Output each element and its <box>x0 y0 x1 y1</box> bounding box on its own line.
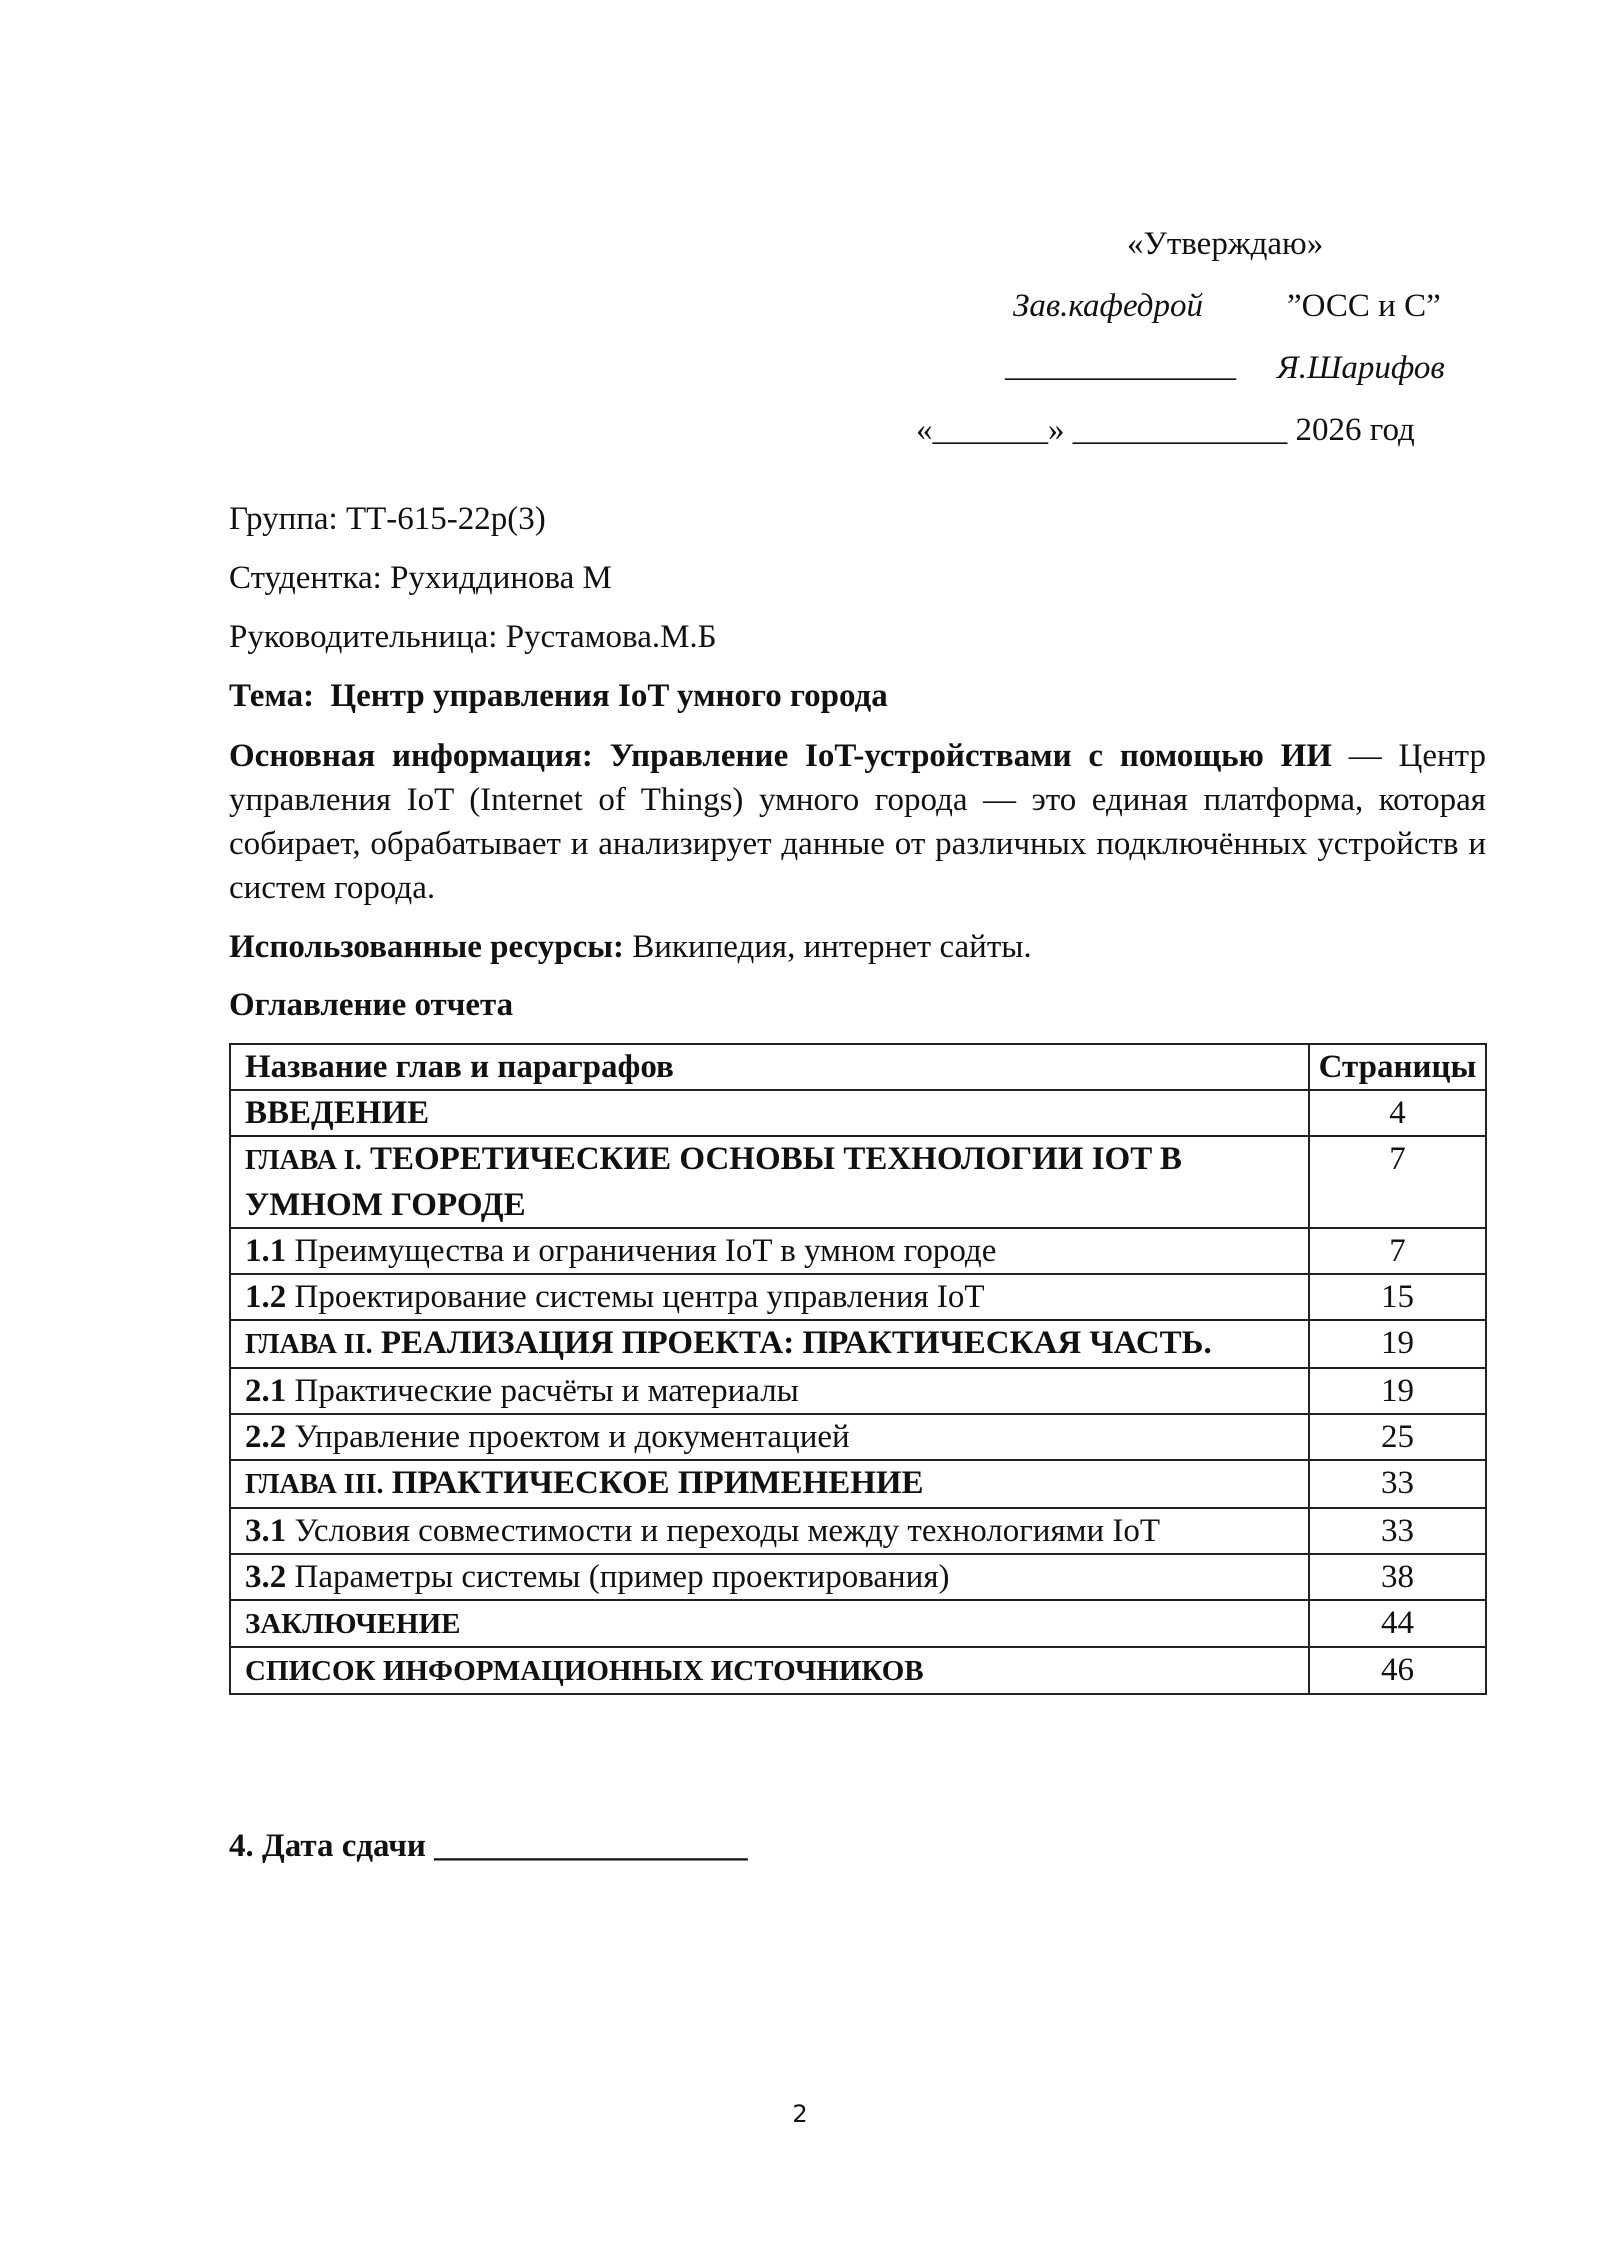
toc-row-page: 33 <box>1309 1460 1486 1508</box>
toc-row-title <box>230 1228 1309 1274</box>
toc-table <box>229 1043 1487 1695</box>
topic-line <box>229 674 888 718</box>
toc-row-text: Управление проектом и документацией <box>286 1419 850 1455</box>
main-info-paragraph <box>229 734 1486 910</box>
toc-row-page: 15 <box>1309 1274 1486 1320</box>
toc-row-title <box>230 1090 1309 1136</box>
toc-chapter-title: ПРАКТИЧЕСКОЕ ПРИМЕНЕНИЕ <box>383 1465 924 1501</box>
main-info-text: — Центр управления IoT (Internet of Things) умного города — это единая платформа, которая собирает, обрабатывает и анализирует данные от различных подключённых устройств и систем города. <box>229 738 1486 906</box>
toc-row-title <box>230 1460 1309 1508</box>
toc-row-page: 33 <box>1309 1508 1486 1554</box>
toc-row-title <box>230 1368 1309 1414</box>
toc-row-title <box>230 1136 1309 1228</box>
toc-chapter-prefix: ГЛАВА II. <box>245 1329 373 1360</box>
submission-label: 4. Дата сдачи <box>229 1828 426 1864</box>
student-line: Студентка: Рухиддинова М <box>229 560 612 596</box>
toc-row-number: 3.1 <box>245 1513 287 1549</box>
toc-row-page: 19 <box>1309 1368 1486 1414</box>
page-number: 2 <box>792 2100 808 2128</box>
toc-row-title <box>230 1414 1309 1460</box>
toc-row <box>230 1554 1486 1600</box>
toc-row-text: Параметры системы (пример проектирования) <box>286 1559 950 1595</box>
toc-row <box>230 1320 1486 1368</box>
toc-row <box>230 1508 1486 1554</box>
toc-row-text: Условия совместимости и переходы между технологиями IoT <box>286 1513 1161 1549</box>
toc-chapter-title: РЕАЛИЗАЦИЯ ПРОЕКТА: ПРАКТИЧЕСКАЯ ЧАСТЬ. <box>372 1325 1212 1361</box>
toc-row-title <box>230 1508 1309 1554</box>
toc-row-page: 44 <box>1309 1600 1486 1647</box>
approval-title: «Утверждаю» <box>1127 226 1324 262</box>
toc-row-title <box>230 1274 1309 1320</box>
toc-row-page: 25 <box>1309 1414 1486 1460</box>
toc-row-text: Проектирование системы центра управления IoT <box>286 1279 985 1315</box>
toc-row-number: 1.2 <box>245 1279 287 1315</box>
toc-row <box>230 1228 1486 1274</box>
resources-label: Использованные ресурсы: <box>229 929 624 965</box>
resources-line <box>229 925 1032 969</box>
toc-row <box>230 1136 1486 1228</box>
toc-row-page: 46 <box>1309 1647 1486 1694</box>
supervisor-line: Руководительница: Рустамова.М.Б <box>229 619 717 655</box>
toc-header-row <box>230 1044 1486 1090</box>
toc-row-title <box>230 1647 1309 1694</box>
resources-value: Википедия, интернет сайты. <box>624 929 1032 965</box>
approval-position: Зав.кафедрой <box>1013 288 1203 324</box>
main-info-label: Основная информация: Управление IoT-устройствами с помощью ИИ <box>229 738 1332 774</box>
toc-row-page: 7 <box>1309 1136 1486 1228</box>
toc-row-page: 38 <box>1309 1554 1486 1600</box>
toc-row-title <box>230 1554 1309 1600</box>
toc-row <box>230 1414 1486 1460</box>
toc-section-title: ЗАКЛЮЧЕНИЕ <box>245 1608 461 1640</box>
toc-section-title: СПИСОК ИНФОРМАЦИОННЫХ ИСТОЧНИКОВ <box>245 1655 924 1687</box>
toc-row-number: 2.1 <box>245 1373 287 1409</box>
toc-row-page: 19 <box>1309 1320 1486 1368</box>
toc-row <box>230 1647 1486 1694</box>
toc-row-number: 3.2 <box>245 1559 287 1595</box>
submission-blank: ___________________ <box>434 1828 748 1864</box>
toc-section-title: ВВЕДЕНИЕ <box>245 1095 430 1131</box>
toc-row-text: Преимущества и ограничения IoT в умном городе <box>286 1233 997 1269</box>
toc-row-page: 4 <box>1309 1090 1486 1136</box>
toc-row <box>230 1600 1486 1647</box>
toc-row-page: 7 <box>1309 1228 1486 1274</box>
signature-line: ______________ <box>1005 348 1236 384</box>
toc-header-title: Название глав и параграфов <box>230 1044 1309 1090</box>
toc-row-number: 1.1 <box>245 1233 287 1269</box>
toc-row <box>230 1274 1486 1320</box>
toc-chapter-title: ТЕОРЕТИЧЕСКИЕ ОСНОВЫ ТЕХНОЛОГИИ IOT В УМНОМ ГОРОДЕ <box>245 1141 1182 1223</box>
toc-row-text: Практические расчёты и материалы <box>286 1373 799 1409</box>
toc-chapter-prefix: ГЛАВА III. <box>245 1469 384 1500</box>
toc-row-number: 2.2 <box>245 1419 287 1455</box>
submission-line <box>229 1824 748 1868</box>
approval-department: ”ОСС и С” <box>1287 288 1441 324</box>
group-line: Группа: ТТ-615-22р(3) <box>229 501 546 537</box>
topic-value: Центр управления IoT умного города <box>330 678 888 714</box>
approval-date-line: «_______» _____________ 2026 год <box>916 412 1415 448</box>
toc-row <box>230 1090 1486 1136</box>
toc-row-title <box>230 1600 1309 1647</box>
toc-chapter-prefix: ГЛАВА I. <box>245 1145 362 1176</box>
topic-label: Тема: <box>229 678 315 714</box>
approval-signatory: Я.Шарифов <box>1277 350 1445 386</box>
toc-row <box>230 1460 1486 1508</box>
toc-heading: Оглавление отчета <box>229 987 514 1023</box>
toc-header-pages: Страницы <box>1309 1044 1486 1090</box>
toc-row-title <box>230 1320 1309 1368</box>
toc-row <box>230 1368 1486 1414</box>
